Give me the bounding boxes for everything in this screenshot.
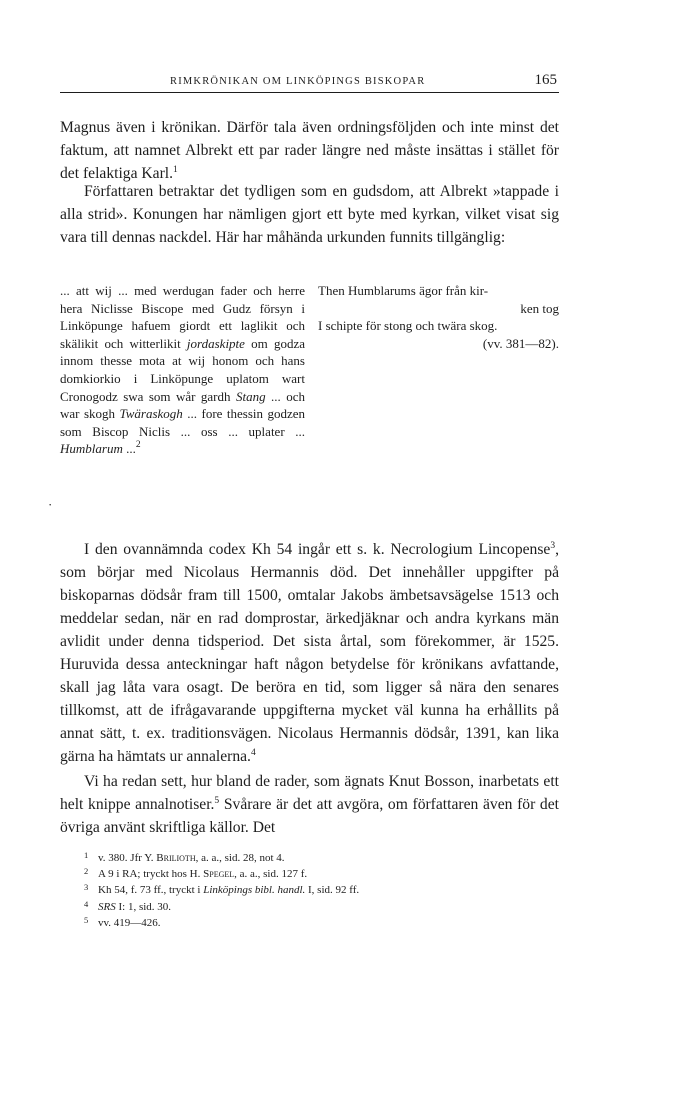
footnote-number: 3 <box>84 882 89 893</box>
page-header <box>60 74 559 93</box>
quote-text: om godza innom thesse mota at wij honom och hans domkiorkio i Linköpunge uplatom wart Cronogodz swa som wår gardh <box>60 335 305 404</box>
paragraph-2: Författaren betraktar det tydligen som en gudsdom, att Albrekt »tappade i alla strid». Konungen har nämligen gjort ett byte med kyrkan, vilket visat sig vara till dennas nackdel. Här har måhända urkunden funnits tillgänglig: <box>60 183 559 246</box>
quote-italic: Stang <box>235 388 266 404</box>
running-title: RIMKRÖNIKAN OM LINKÖPINGS BISKOPAR <box>170 76 426 87</box>
paragraph-3-text: I den ovannämnda codex Kh 54 ingår ett s. k. Necrologium Lincopense <box>84 541 551 558</box>
verse-quote <box>318 282 559 352</box>
footnote-number: 2 <box>84 866 89 877</box>
verse-line: Then Humblarums ägor från kir- <box>318 283 489 298</box>
paragraph-1-text: Magnus även i krönikan. Därför tala även ordningsföljden och inte minst det faktum, att namnet Albrekt ett par rader längre ned måste insättas i stället för det felaktiga Karl. <box>60 119 559 182</box>
footnote-text: vv. 419—426. <box>98 916 161 929</box>
footnote-number: 5 <box>84 914 89 925</box>
footnote-author: Spegel <box>203 868 235 881</box>
footnote-text: I: 1, sid. 30. <box>115 900 172 913</box>
footnote <box>84 899 554 915</box>
footnote-text: I, sid. 92 ff. <box>305 884 360 897</box>
footnote-number: 1 <box>84 850 89 860</box>
footnote <box>84 882 554 898</box>
footnote-author: Brilioth <box>156 852 196 864</box>
footnote-text: A 9 i RA; tryckt hos H. <box>98 868 204 881</box>
quote-text: ... fore thessin godzen som Biscop Niclis ... oss ... uplater ... <box>60 406 305 439</box>
quote-text: ... <box>122 441 136 457</box>
footnote-ref: 4 <box>250 748 256 758</box>
verse-line: ken tog <box>520 300 559 316</box>
footnote-text: , a. a., sid. 28, not 4. <box>195 852 285 864</box>
quote-italic: Humblarum <box>60 441 123 457</box>
quote-italic: jordaskipte <box>186 335 245 351</box>
verse-reference: (vv. 381—82). <box>482 335 559 351</box>
page-number: 165 <box>534 72 557 88</box>
footnote-ref: 3 <box>550 541 556 551</box>
footnote <box>84 915 554 931</box>
margin-mark: · <box>48 497 53 512</box>
paragraph-3 <box>60 538 559 768</box>
footnote-ref: 2 <box>135 440 141 451</box>
footnote <box>84 850 554 866</box>
paragraph-4-text: Svårare är det att avgöra, om författaren även för det övriga använt skriftliga källor. Det <box>60 796 559 836</box>
verse-line: I schipte för stong och twära skog. <box>318 318 498 334</box>
charter-quote <box>60 282 305 458</box>
footnote-title: SRS <box>98 900 116 913</box>
paragraph-3-text: , som börjar med Nicolaus Hermannis död. Det innehåller uppgifter på biskoparnas dödsår fram till 1500, omtalar Jakobs ämbetsavsägelse 1513 och meddelar sedan, när en rad domprostar, ärkedjäknar och andra kyrkans män avlidit under denna tidsperiod. Det sista årtal, som förekommer, är 1525. Huruvida dessa anteckningar haft någon betydelse för krönikans avfattande, skall jag låta vara osagt. De beröra en tid, som ligger så nära den senares tillkomst, att de ifrågavarande uppgifterna mycket väl kunna ha erhållits på annat sätt, t. ex. traditionsvägen. Nicolaus Hermannis dödsår, 1391, kan lika gärna ha hämtats ur annalerna. <box>60 541 559 765</box>
quote-text: ... och war skogh <box>60 388 305 422</box>
footnote-text: v. 380. Jfr Y. <box>98 852 157 864</box>
footnotes <box>84 850 554 931</box>
paragraph-4 <box>60 770 559 839</box>
paragraph-1 <box>60 116 559 185</box>
footnote-text: , a. a., sid. 127 f. <box>234 868 308 881</box>
footnote-number: 4 <box>84 898 89 909</box>
footnote-ref: 1 <box>173 165 178 175</box>
quote-text: ... att wij ... med werdugan fader och herre hera Niclisse Biscope med Gudz försyn i Linköpunge hafuem giordt ett laglikit och skälikit och witterlikit <box>60 283 305 351</box>
footnote-title: Linköpings bibl. handl. <box>203 884 306 897</box>
quote-italic: Twäraskogh <box>119 406 183 422</box>
footnote-ref: 5 <box>214 796 220 806</box>
footnote <box>84 866 554 882</box>
paragraph-4-text: Vi ha redan sett, hur bland de rader, som ägnats Knut Bosson, inarbetats ett helt knippe annalnotiser. <box>60 773 559 813</box>
footnote-text: Kh 54, f. 73 ff., tryckt i <box>98 884 204 897</box>
